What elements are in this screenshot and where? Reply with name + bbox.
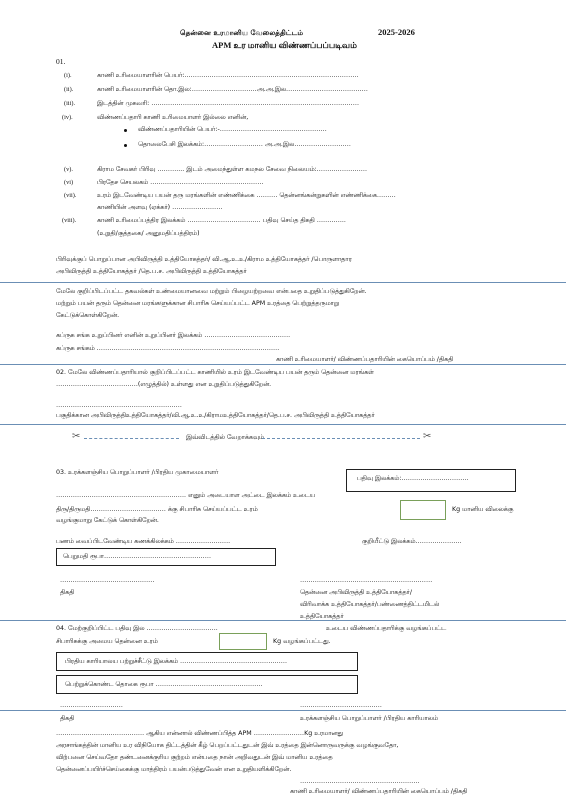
declaration-line: கேட்டுக்கொள்கிறேன். [56,312,120,319]
form-title: தென்னை உரமானிய வேலைத்திட்டம் [180,28,304,37]
applicant-phone-field[interactable]: தொலைபேசி இலக்கம்:………………………. அ.அ.இல……………………… [138,141,351,148]
item-number: (ii). [64,86,74,93]
gn-division-field[interactable]: கிராம சேவகர் பிரிவு ……….... இடம் அமைந்துள்ள கமநல சேவை நிலையம்:…………………… [97,166,368,173]
applicant-note: விண்ணப்பதாரி காணி உரிமையாளர் இல்லை எனின், [97,114,249,121]
divider [0,364,566,365]
section4-reg-field[interactable]: 04. மேற்குறிப்பிட்ட பதிவு இல ……………………………. [56,625,218,632]
form-year: 2025-2026 [378,27,415,37]
owner-name-field[interactable]: காணி உரிமையாளரின் பெயர்:……………………………………………………………………….. [97,72,359,79]
declaration-line: மேலே குறிப்பிடப்பட்ட தகவல்கள் உண்மையானவை மற்றும் பிழையற்றவை என்பதை உறுதிப்படுத்துகிறேன். [56,288,367,295]
society-field[interactable]: கப்ருக சங்கம் …………………………………………………………………………… [56,345,280,352]
applicant-name-field[interactable]: விண்ணப்பதாரியின் பெயர்:-…………………………………………… [138,126,327,133]
divider [0,620,566,621]
scissors-icon: ✂ [72,431,81,442]
signature-dots: …………………………………………………… [56,402,182,409]
form-subtitle: APM உர மானிய விண்ணப்பப்படிவம் [212,40,357,50]
signature-label: பகுதிக்கான அபிவிருத்திஉத்தியோகத்தர்/வி.ஆ.உ.உ/கிராமஉத்தியோகத்தர்/தெ.ப.ச. அபிவிருத்தி உத்தியோகத்தர் [56,412,375,419]
section1-number: 01. [56,57,66,66]
kg-label: Kg மானிய விலைக்கு [452,506,514,513]
final-line: அரசாங்கத்தின் மானிய உர விநியோக திட்டத்தின் கீழ் பெறப்பட்டதுடன் இவ் உரத்தை இன்னொருவருக்கு வழங்குவதோ, [56,742,399,749]
code-number-field[interactable]: குறியீட்டு இலக்கம்…………………. [362,538,462,545]
signature-label: காணி உரிமையாளர்/ விண்ணப்பதாரியின் கையொப்பம் /திகதி [290,788,468,795]
item-number: (viii). [62,217,77,224]
land-extent-field[interactable]: காணியின் அளவு (ஏக்கர்) …………………… [97,204,223,211]
section4-line: சிபாரிசுக்கு அமைய தென்னை உரம் [56,638,158,645]
bullet-icon [124,144,127,147]
section3-title: 03. உரக்களஞ்சிய பொறுப்பாளர் /பிரதிய முகாமையாளர் [56,469,219,476]
owner-phone-field[interactable]: காணி உரிமையாளரின் தொ.இல:…………….……………அ.அ.இல………………………………… [97,86,368,93]
account-number-field[interactable]: பணம் வைப்பிடவேண்டிய கணக்கிலக்கம் …………………….. [56,538,231,545]
section2-line[interactable]: …………………………………(எழுத்தில்) உள்ளது என உறுதிப்படுத்துகிறேன். [56,381,272,388]
divider [0,424,566,425]
ds-division-field[interactable]: பிரதேச செயலகம் ……………………………………………… [97,179,264,186]
signature-line: விரிவாக்க உத்தியோகத்தர்/பண்ணைத்திட்டமிடல் [300,601,440,608]
request-line: வழங்குமாறு கேட்டுக் கொள்கிறேன். [56,517,159,524]
item-number: (iv). [62,114,73,121]
signature-dots: ………………………………… [300,702,382,709]
item-number: (vi) [64,179,74,186]
cut-dash [262,438,420,439]
final-line: தென்னைப்பயிர்ச்செய்கைக்கு மாத்திரம் பயன்படுத்துவேன் என உறுதியளிக்கிறேன். [56,766,292,773]
officer-line: அபிவிருத்தி உத்தியோகத்தர் /தெ.ப.ச. அபிவிருத்தி உத்தியோகத்தர் [56,268,247,275]
cut-dash [84,438,179,439]
address-field[interactable]: இடத்தின் முகவரி: ……………………………………………………………………………………… [97,100,360,107]
issued-kg-input[interactable] [219,633,267,650]
section2-line: 02. மேலே விண்ணப்பதாரியால் குறிப்பிடப்பட்ட காணியில் உரம் இடவேண்டிய பயன் தரும் தென்னை மரங்கள் [56,369,374,376]
declaration-line: மற்றும் பயன் தரும் தென்னை மரங்களுக்கான சிபாரிசு செய்யப்பட்ட APM உரத்தை பெற்றுத்தருமாறு [56,300,340,307]
date-label: திகதி [60,715,75,722]
date-dots: ………………………… [60,702,123,709]
receipt-box[interactable] [56,652,358,671]
fertilizer-kg-input[interactable] [400,500,446,520]
bullet-icon [124,129,127,132]
item-number: (iii). [64,100,76,107]
amount-box[interactable] [56,548,276,566]
signature-dots: ……………………………………………………… [300,577,433,584]
cut-line-label: இவ்விடத்தில் வேறாக்கவும் [186,434,265,441]
registration-box[interactable] [346,469,516,492]
final-line[interactable]: …………………………………… ஆகிய என்னால் விண்ணப்பித்த APM ……………………Kg உரமானது [56,730,344,737]
officer-line: பிரிவுக்குப் பொறுப்பான அபிவிருத்தி உத்தியோகத்தர்/ வி.ஆ.உ.உ/கிராம உத்தியோகத்தர் /பொருளாதார [56,256,352,263]
society-member-field[interactable]: கப்ருக சங்க உறுப்பினர் எனின் உறுப்பினர் இலக்கம் ………………………………….. [56,332,291,339]
item-number: (i). [64,72,72,79]
signature-label: உரக்களஞ்சிய பொறுப்பாளர் /பிரதிய காரியாலம் [300,715,439,722]
signature-line: தென்னை அபிவிருத்தி உத்தியோகத்தர்/ [300,589,412,596]
deed-number-field[interactable]: காணி உரிமைப்பத்திர இலக்கம் …………………………….. பதிவு செய்த திகதி ………….. [97,217,346,224]
item-number: (vii). [64,192,77,199]
date-dots: ……………………………………… [60,577,155,584]
section4-line: உடைய விண்ணப்பதாரிக்கு வழங்கப்பட்ட [326,625,447,632]
received-amount-box[interactable] [56,675,358,694]
signature-dots: ………………………………………………… [300,778,420,785]
kg-label: Kg வழங்கப்பட்டது. [273,638,331,645]
divider [0,710,566,711]
item-number: (v). [64,166,73,173]
scissors-icon: ✂ [423,431,432,442]
registration-number: பதிவு இலக்கம்:………………………….. [357,475,469,482]
amount-label: பெறுமதி ரூபா…………………………………………… [63,553,212,560]
deed-type-note: (உறுதி/குத்தகை/ அனுமதிப்பத்திரம்) [97,230,200,237]
signature-label: காணி உரிமையாளர்/ விண்ணப்பதாரியின் கையொப்பம் /திகதி [276,356,454,363]
signature-line: உத்தியோகத்தர் [300,613,344,620]
final-line: விற்பனை செய்வதோ தண்டனைக்குரிய குற்றம் என்பதை நான் அறிவதுடன் இவ் மானிய உரத்தை [56,754,333,761]
received-amount-label: பெற்றுக்கொண்ட தொகை ரூபா …………………………………………… [65,681,263,688]
receipt-label: பிரதிய காரியாலய பற்றுச்சீட்டு இலக்கம் …………………………………………… [65,658,288,665]
nic-field[interactable]: …………………………………………………….. எனும் அடையாள அட்டை இலக்கம் உடைய [56,492,316,499]
divider [0,282,566,283]
date-label: திகதி [60,589,75,596]
name-field[interactable]: திரு/திருமதி……………………………… க்கு சிபாரிசு செய்யப்பட்ட உரம் [56,506,258,513]
tree-count-field[interactable]: உரம் இடவேண்டிய பயன் தரு மரங்களின் எண்ணிக்கை ………. தென்னங்கன்றுகளின் எண்ணிக்கை……… [97,192,396,199]
